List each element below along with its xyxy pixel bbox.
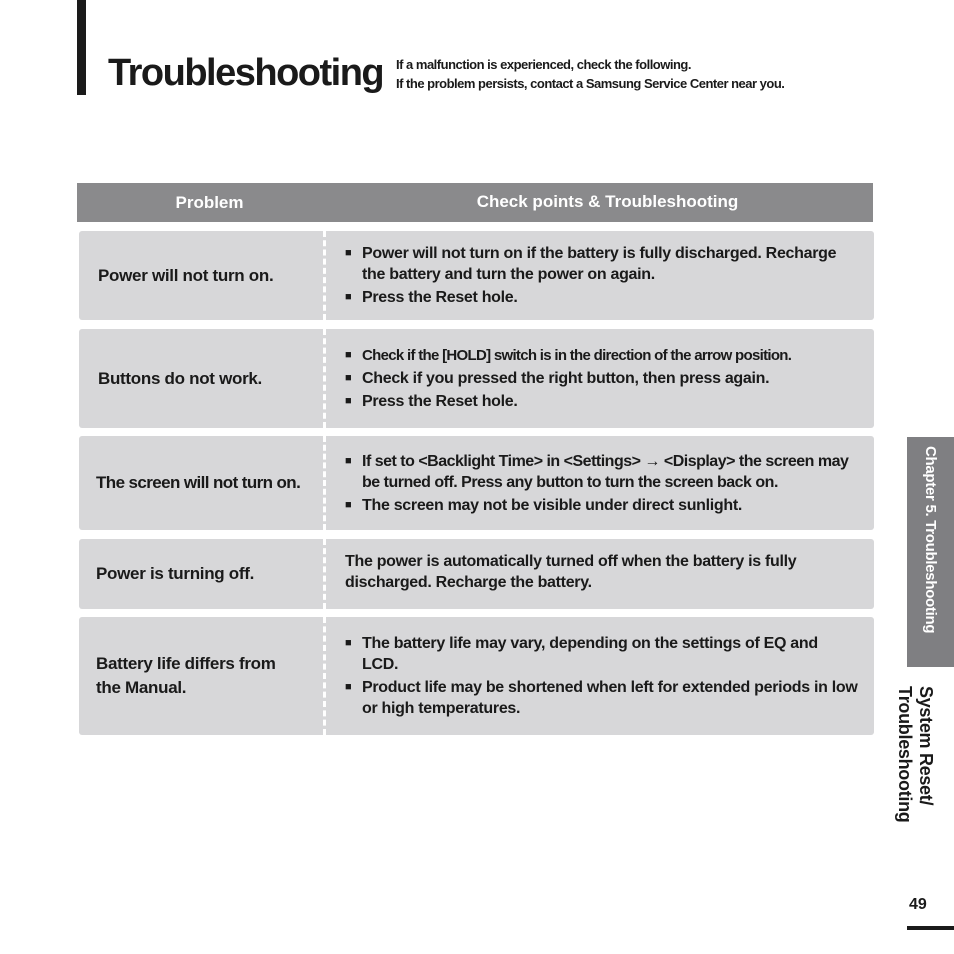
- square-bullet-icon: ■: [345, 454, 352, 467]
- section-label-text: [888, 686, 936, 846]
- problem-cell: [79, 329, 342, 428]
- section-label-line: System Reset/: [916, 686, 936, 806]
- list-item: [345, 287, 858, 308]
- check-text: Press the Reset hole.: [362, 393, 518, 410]
- problem-text: Power is turning off.: [96, 564, 255, 583]
- problem-text: Buttons do not work.: [98, 368, 262, 388]
- list-item: [345, 243, 858, 285]
- problem-text: [96, 652, 276, 700]
- square-bullet-icon: ■: [345, 247, 352, 259]
- square-bullet-icon: ■: [345, 291, 352, 303]
- list-item: [345, 368, 858, 389]
- check-points-cell: [345, 539, 858, 609]
- list-item: [345, 391, 858, 412]
- check-text: Check if the [HOLD] switch is in the direction of the arrow position.: [362, 347, 792, 364]
- check-points-cell: [345, 617, 858, 735]
- table-header: [77, 183, 873, 222]
- square-bullet-icon: ■: [345, 637, 352, 649]
- check-text: If set to <Backlight Time> in <Settings> → <Display> the screen may be turned off. Press any button to turn the screen back on.: [362, 452, 849, 491]
- column-divider: [323, 329, 326, 428]
- square-bullet-icon: ■: [345, 395, 352, 407]
- table-row: [79, 436, 874, 530]
- square-bullet-icon: ■: [345, 681, 352, 693]
- intro-line: If the problem persists, contact a Samsung Service Center near you.: [396, 76, 785, 91]
- chapter-tab: [907, 437, 954, 667]
- square-bullet-icon: ■: [345, 372, 352, 384]
- problem-line: the Manual.: [96, 678, 187, 697]
- section-label-line: Troubleshooting: [895, 686, 915, 823]
- intro-text: [396, 55, 784, 93]
- check-text: The power is automatically turned off when the battery is fully discharged. Recharge the battery.: [345, 553, 797, 591]
- column-divider: [323, 617, 326, 735]
- table-row: [79, 231, 874, 320]
- column-divider: [323, 539, 326, 609]
- problem-cell: [79, 617, 340, 735]
- list-item: [345, 451, 858, 493]
- check-text: Power will not turn on if the battery is fully discharged. Recharge the battery and turn the power on again.: [362, 245, 837, 283]
- table-row: [79, 617, 874, 735]
- problem-cell: [79, 436, 340, 530]
- check-list: [345, 241, 858, 310]
- column-header-problem: Problem: [175, 193, 244, 212]
- problem-line: Battery life differs from: [96, 654, 276, 673]
- check-text: Check if you pressed the right button, then press again.: [362, 370, 770, 387]
- check-points-cell: [345, 231, 858, 320]
- list-item: [345, 677, 858, 719]
- intro-line: If a malfunction is experienced, check the following.: [396, 57, 691, 72]
- title-accent-bar: [77, 0, 86, 95]
- table-row: [79, 539, 874, 609]
- problem-cell: [79, 231, 342, 320]
- chapter-tab-label: Chapter 5. Troubleshooting: [922, 446, 939, 634]
- check-text: Press the Reset hole.: [362, 289, 518, 306]
- check-points-cell: [345, 436, 858, 530]
- table-row: [79, 329, 874, 428]
- check-list: [345, 343, 858, 414]
- column-divider: [323, 436, 326, 530]
- problem-text: Power will not turn on.: [98, 265, 274, 285]
- check-list: [345, 449, 858, 518]
- check-list: [345, 631, 858, 721]
- section-label: [888, 686, 936, 846]
- list-item: [345, 345, 858, 366]
- check-points-cell: [345, 329, 858, 428]
- check-text: Product life may be shortened when left for extended periods in low or high temperatures.: [362, 679, 858, 717]
- square-bullet-icon: ■: [345, 349, 351, 361]
- column-divider: [323, 231, 326, 320]
- column-header-check-points: Check points & Troubleshooting: [476, 192, 739, 211]
- list-item: [345, 495, 858, 516]
- square-bullet-icon: ■: [345, 498, 352, 511]
- page-title: Troubleshooting: [108, 52, 384, 94]
- problem-cell: [79, 539, 340, 609]
- page-number-rule: [907, 926, 954, 930]
- problem-text: The screen will not turn on.: [96, 473, 301, 492]
- page-number: 49: [909, 896, 927, 913]
- check-text: The battery life may vary, depending on the settings of EQ and LCD.: [362, 635, 818, 673]
- check-text: The screen may not be visible under direct sunlight.: [362, 496, 743, 514]
- list-item: [345, 633, 858, 675]
